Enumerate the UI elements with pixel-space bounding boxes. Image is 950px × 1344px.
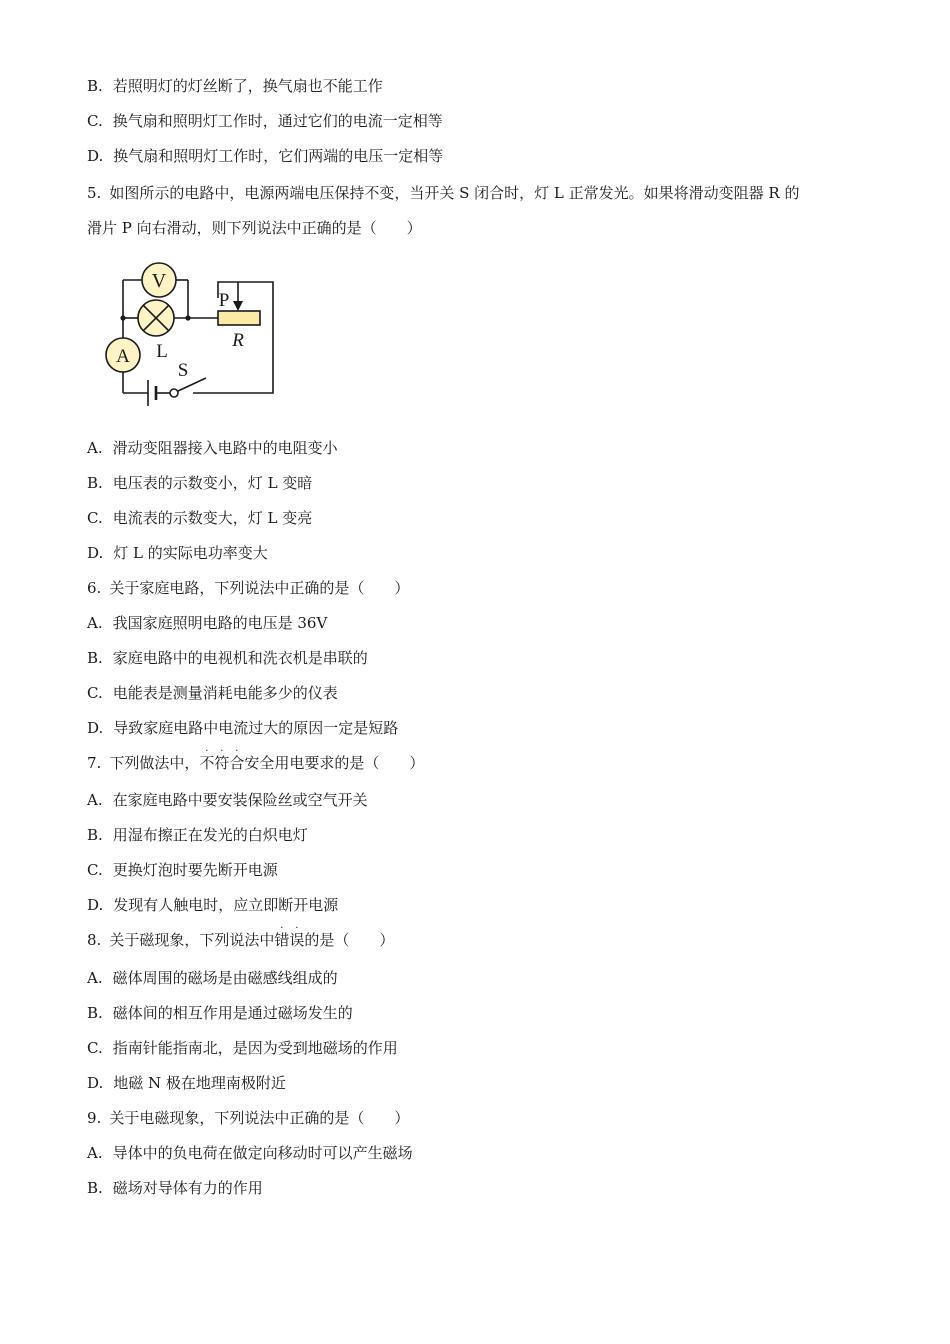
q7-option-d: D. 发现有人触电时，应立即断开电源 [87,896,339,914]
q6-stem: 6. 关于家庭电路，下列说法中正确的是（ ） [87,579,410,597]
emphasis-char: · 误 [289,923,305,949]
q5-stem-line1: 5. 如图所示的电路中，电源两端电压保持不变，当开关 S 闭合时，灯 L 正常发光。如果将滑动变阻器 R 的 [87,184,800,202]
q5-option-c: C. 电流表的示数变大，灯 L 变亮 [87,509,313,527]
q6-option-c: C. 电能表是测量消耗电能多少的仪表 [87,684,338,702]
q4-option-b: B. 若照明灯的灯丝断了，换气扇也不能工作 [87,77,383,95]
slider-label: P [218,290,230,311]
junction-left [120,315,125,320]
q5-stem-line2: 滑片 P 向右滑动，则下列说法中正确的是（ ） [87,219,422,237]
q7-option-a: A. 在家庭电路中要安装保险丝或空气开关 [87,791,368,809]
slider-arrow [233,301,243,311]
q5-option-a: A. 滑动变阻器接入电路中的电阻变小 [87,439,338,457]
q8-option-a: A. 磁体周围的磁场是由磁感线组成的 [87,969,338,987]
emphasis-char: · 错 [274,923,290,949]
emphasis-char: · 不 [199,746,215,772]
voltmeter-label: V [151,270,167,292]
rheostat [218,311,260,325]
q7-option-c: C. 更换灯泡时要先断开电源 [87,861,278,879]
switch-contact [170,389,178,397]
q8-option-c: C. 指南针能指南北，是因为受到地磁场的作用 [87,1039,398,1057]
q5-option-d: D. 灯 L 的实际电功率变大 [87,544,268,562]
q8-option-d: D. 地磁 N 极在地理南极附近 [87,1074,286,1092]
emphasis-char: · 符 [214,746,230,772]
q9-stem: 9. 关于电磁现象，下列说法中正确的是（ ） [87,1109,410,1127]
q9-option-b: B. 磁场对导体有力的作用 [87,1179,263,1197]
switch-label: S [177,360,189,381]
rheostat-label: R [232,330,244,351]
lamp-label: L [156,341,168,362]
ammeter-label: A [116,346,130,367]
q4-option-d: D. 换气扇和照明灯工作时，它们两端的电压一定相等 [87,147,444,165]
q6-option-a: A. 我国家庭照明电路的电压是 36V [87,614,328,632]
q8-stem: 8. 关于磁现象，下列说法中 · 错 · 误的是（ ） [87,923,395,949]
q4-option-c: C. 换气扇和照明灯工作时，通过它们的电流一定相等 [87,112,443,130]
junction-right [185,315,190,320]
q7-stem: 7. 下列做法中， · 不 · 符 · 合安全用电要求的是（ ） [87,746,425,772]
q5-option-b: B. 电压表的示数变小，灯 L 变暗 [87,474,313,492]
q7-option-b: B. 用湿布擦正在发光的白炽电灯 [87,826,308,844]
q6-option-b: B. 家庭电路中的电视机和洗衣机是串联的 [87,649,368,667]
q8-option-b: B. 磁体间的相互作用是通过磁场发生的 [87,1004,353,1022]
emphasis-char: · 合 [229,746,245,772]
q9-option-a: A. 导体中的负电荷在做定向移动时可以产生磁场 [87,1144,413,1162]
q6-option-d: D. 导致家庭电路中电流过大的原因一定是短路 [87,719,399,737]
circuit-diagram [100,260,285,415]
